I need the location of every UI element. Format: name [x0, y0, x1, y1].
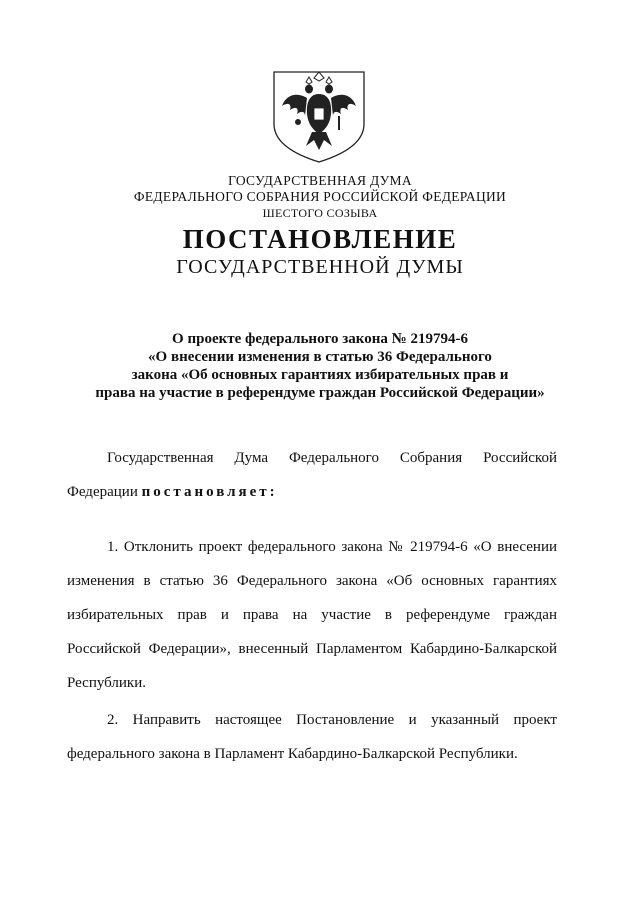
- item-line: федерального закона в Парламент Кабардино-Балкарской Республики.: [67, 746, 518, 762]
- item-line: Республики.: [67, 675, 146, 691]
- document-subtitle: ГОСУДАРСТВЕННОЙ ДУМЫ: [176, 256, 464, 278]
- document-subject: [0, 330, 640, 402]
- org-line-2: ФЕДЕРАЛЬНОГО СОБРАНИЯ РОССИЙСКОЙ ФЕДЕРАЦИИ: [133, 189, 507, 204]
- preamble-line: Государственная Дума Федерального Собрания Российской: [107, 450, 557, 466]
- resolves-word: постановляет:: [141, 484, 278, 500]
- resolution-item-1: [67, 530, 557, 700]
- org-line-3: ШЕСТОГО СОЗЫВА: [262, 206, 378, 220]
- russian-coat-of-arms-icon: [268, 68, 370, 164]
- subject-line: закона «Об основных гарантиях избирательных прав и: [131, 367, 509, 383]
- item-line: Российской Федерации», внесенный Парламентом Кабардино-Балкарской: [67, 641, 557, 657]
- item-line: 2. Направить настоящее Постановление и указанный проект: [107, 712, 557, 728]
- subject-line: права на участие в референдуме граждан Российской Федерации»: [95, 385, 545, 401]
- resolution-item-2: [67, 703, 557, 771]
- item-line: избирательных прав и права на участие в референдуме граждан: [67, 607, 557, 623]
- org-line-1: ГОСУДАРСТВЕННАЯ ДУМА: [228, 173, 412, 188]
- subject-line: «О внесении изменения в статью 36 Федерального: [148, 349, 492, 365]
- preamble: [67, 441, 557, 509]
- item-line: 1. Отклонить проект федерального закона № 219794-6 «О внесении: [107, 539, 557, 555]
- preamble-line: [67, 475, 557, 509]
- item-line: изменения в статью 36 Федерального закона «Об основных гарантиях: [67, 573, 557, 589]
- subject-line: О проекте федерального закона № 219794-6: [172, 331, 468, 347]
- preamble-start: Федерации: [67, 484, 138, 500]
- document-title: ПОСТАНОВЛЕНИЕ: [182, 224, 458, 254]
